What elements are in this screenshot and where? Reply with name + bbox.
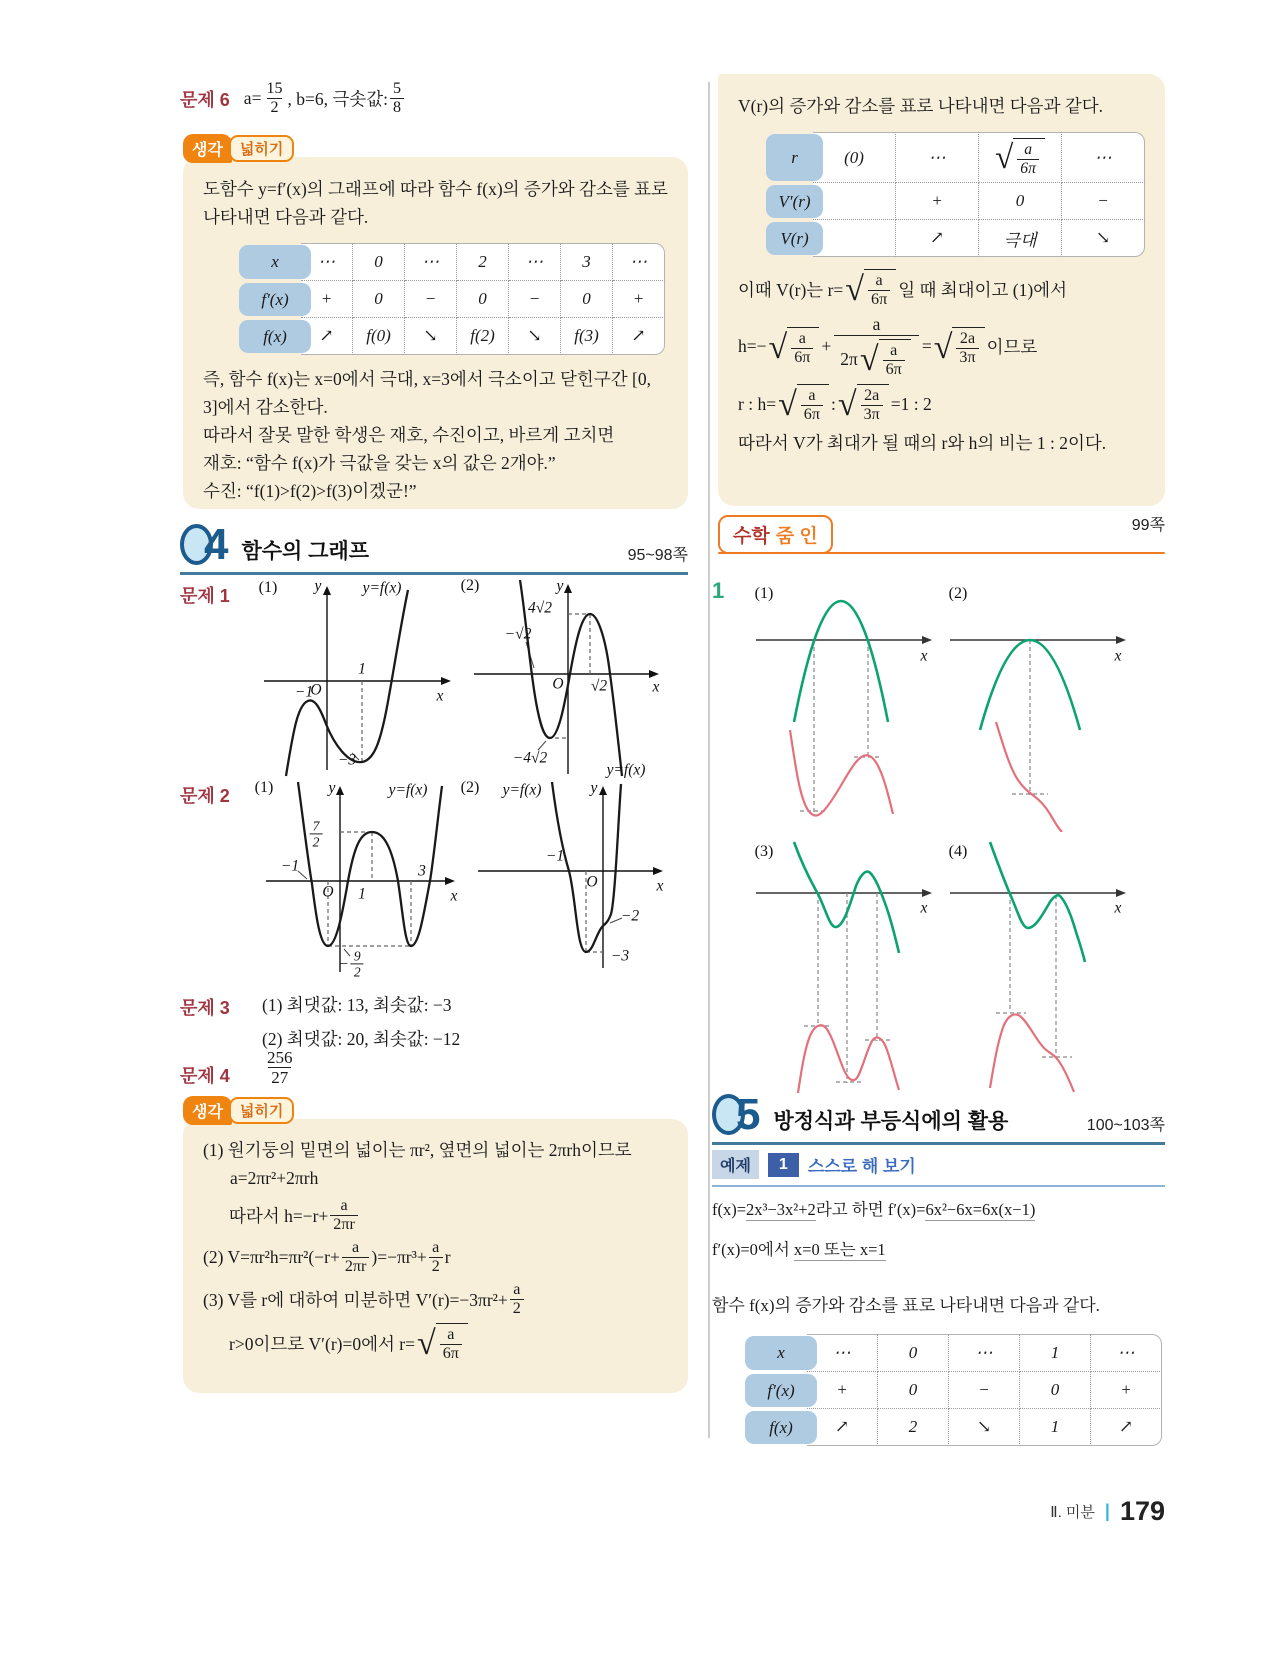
problem-2-label: 문제 2 — [180, 786, 230, 806]
table-cell: 2 — [878, 1409, 949, 1446]
y-axis-arrow — [323, 586, 331, 595]
badge-think-icon: 생각 — [183, 1096, 232, 1125]
table-cell: 0 — [979, 183, 1062, 220]
table-cell: 0 — [878, 1334, 949, 1372]
think1-para3: 재호: “함수 f(x)가 극값을 갖는 x의 값은 2개야.” — [203, 453, 556, 473]
zoom-graph-4 — [942, 838, 1132, 1094]
table-cell: 0 — [353, 281, 405, 318]
think-badge-2: 생각 넓히기 — [183, 1096, 294, 1125]
table-cell: ↗ — [896, 220, 979, 257]
example-title: 스스로 해 보기 — [807, 1157, 916, 1176]
graph-label: 3 — [418, 862, 426, 880]
problem-4-answer: 256 27 — [267, 1048, 293, 1088]
problem-3-answer-1: (1) 최댓값: 13, 최솟값: −3 — [262, 995, 452, 1015]
table-cell: 0 — [353, 243, 405, 281]
graph-label: (2) — [460, 577, 480, 594]
table-cell: ⋯ — [301, 243, 353, 281]
example-badge: 예제 — [712, 1150, 759, 1179]
graph-p2-2 — [458, 776, 670, 982]
graph-label: 1 — [358, 660, 366, 678]
graph-label: x — [920, 899, 928, 917]
graph-label: −1 — [280, 857, 300, 875]
table-cell — [979, 132, 1062, 183]
page-footer — [995, 1496, 1165, 1527]
graph-p2-1 — [252, 776, 467, 982]
zoom-graph-3 — [748, 838, 938, 1094]
table-cell: ⋯ — [1062, 132, 1145, 183]
graph-label: y — [314, 577, 322, 595]
example-line-2: f′(x)=0에서 x=0 또는 x=1 — [712, 1240, 886, 1259]
zoom-graph-2 — [942, 580, 1132, 832]
graph-label — [308, 818, 325, 849]
think2-item3: (3) V를 r에 대하여 미분하면 V′(r)=−3πr²+ $\frac{a}{2}$ — [203, 1281, 668, 1318]
graph-label: (4) — [948, 843, 968, 860]
graph-label: −2 — [620, 907, 640, 925]
x-axis-arrow — [653, 867, 663, 875]
think2-item1b: 따라서 h=−r+ $\frac{a}{2\pi r}$ — [229, 1197, 668, 1234]
radical-icon: √ — [417, 1325, 436, 1363]
table-cell: − — [405, 281, 457, 318]
increase-decrease-table-3 — [745, 1334, 1270, 1446]
think2-item1: (1) 원기둥의 밑면의 넓이는 πr², 옆면의 넓이는 2πrh이므로 a=2πr²+2πrh — [203, 1140, 632, 1188]
x-axis-arrow — [922, 636, 932, 644]
sqrt-expression: √ 2a 3π — [934, 327, 985, 367]
table-cell: 극대 — [979, 220, 1062, 257]
graph-label: y — [328, 779, 336, 797]
vbox-line3: r : h= √ a 6π : √ 2a 3π =1 : 2 — [738, 384, 1145, 424]
graph-label: √2 — [590, 677, 608, 695]
increase-decrease-table-1 — [239, 243, 668, 355]
math-text: , b=6, 극솟값: — [287, 89, 388, 110]
table-cell: f(3) — [561, 318, 613, 355]
fraction: $\frac{a}{2}$ — [429, 1239, 443, 1276]
y-axis-arrow — [564, 584, 572, 593]
graph-p1-2 — [458, 574, 668, 784]
graph-label: −3 — [337, 751, 357, 769]
graph-label: y — [556, 577, 564, 595]
graph-label: O — [552, 675, 564, 693]
underlined-term: 6x²−6x=6x(x−1) — [925, 1200, 1036, 1219]
zoom-question-number: 1 — [712, 578, 725, 603]
think1-para1: 즉, 함수 f(x)는 x=0에서 극대, x=3에서 극소이고 닫힌구간 [0, 3]에서 감소한다. — [203, 369, 651, 417]
derivative-curve — [990, 842, 1085, 962]
table-cell: ⋯ — [405, 243, 457, 281]
footer-chapter: Ⅱ. 미분 — [1050, 1504, 1095, 1521]
sqrt-expression: √ a 6π — [769, 327, 820, 367]
graph-p2-2-svg — [458, 776, 670, 982]
x-axis-arrow — [445, 877, 455, 885]
table-cell: 3 — [561, 243, 613, 281]
graph-label: x — [656, 877, 664, 895]
graph-label: x — [1114, 899, 1122, 917]
graph-p1-1 — [252, 576, 457, 778]
think-box-1 — [183, 157, 688, 509]
table-cell: ↘ — [1062, 220, 1145, 257]
column-divider — [708, 82, 710, 1438]
example-line-1: f(x)=2x³−3x²+2라고 하면 f′(x)=6x²−6x=6x(x−1) — [712, 1200, 1036, 1219]
section-4-pages: 95~98쪽 — [627, 547, 688, 564]
derivative-curve — [794, 601, 888, 722]
function-curve — [996, 722, 1062, 832]
function-curve — [990, 1014, 1074, 1092]
increase-decrease-table-2 — [766, 132, 1145, 257]
zoom-graph-1 — [748, 580, 938, 832]
table-row-header: f′(x) — [745, 1374, 817, 1407]
table-cell: 1 — [1020, 1334, 1091, 1372]
graph-label: x — [652, 678, 660, 696]
graph-label: x — [450, 887, 458, 905]
graph-label: −1 — [294, 683, 314, 701]
section-4-title: 함수의 그래프 — [241, 540, 370, 563]
table-cell: + — [301, 281, 353, 318]
footer-separator: | — [1104, 1501, 1110, 1521]
example-number: 1 — [768, 1153, 799, 1177]
table-cell: 0 — [561, 281, 613, 318]
table-row-header: f′(x) — [239, 283, 311, 316]
table-row-header: r — [766, 134, 823, 181]
sqrt-expression: √ a 6π — [417, 1323, 468, 1363]
table-cell: − — [949, 1372, 1020, 1409]
problem-4-label: 문제 4 — [180, 1066, 230, 1086]
math-zoom-in-header — [718, 514, 1165, 554]
table-cell: f(0) — [353, 318, 405, 355]
fraction: $\frac{a}{2\pi r}$ — [330, 1197, 358, 1234]
zoom-graph-4-svg — [942, 838, 1132, 1094]
fraction: a 6π — [1017, 141, 1039, 177]
problem-6-answer — [244, 80, 406, 117]
radical-icon: √ — [837, 386, 857, 424]
y-axis-arrow — [599, 786, 607, 795]
think-badge-1: 생각 넓히기 — [183, 134, 294, 163]
table-cell: ↘ — [949, 1409, 1020, 1446]
x-axis-arrow — [441, 677, 451, 685]
graph-label: x — [920, 647, 928, 665]
badge-think-icon: 생각 — [183, 134, 232, 163]
graph-label: (1) — [254, 779, 274, 796]
x-axis-arrow — [1116, 889, 1126, 897]
example-1-header — [712, 1150, 1165, 1187]
graph-label: y — [590, 779, 598, 797]
table-cell: 0 — [878, 1372, 949, 1409]
table-cell: ⋯ — [896, 132, 979, 183]
table-cell — [813, 183, 896, 220]
graph-label: (3) — [754, 843, 774, 860]
graph-label: y=f(x) — [606, 761, 646, 779]
table-cell: + — [896, 183, 979, 220]
graph-label: (1) — [754, 585, 774, 602]
function-curve — [790, 730, 893, 816]
problem-3-answer-2: (2) 최댓값: 20, 최솟값: −12 — [262, 1029, 461, 1049]
table-row-header: x — [745, 1336, 817, 1370]
table-cell: ↘ — [405, 318, 457, 355]
table-cell: (0) — [813, 132, 896, 183]
table-cell: ↗ — [807, 1409, 878, 1446]
table-cell: ↘ — [509, 318, 561, 355]
table-row-header: V(r) — [766, 222, 823, 255]
fraction: 7 2 — [310, 818, 323, 849]
think2-item2: (2) V=πr²h=πr² (−r+ $\frac{a}{2\pi r}$ )=−πr³+ $\frac{a}{2}$ r — [203, 1239, 451, 1276]
fraction: $\frac{a}{2}$ — [510, 1281, 524, 1318]
table-cell: ⋯ — [509, 243, 561, 281]
graph-p1-1-svg — [252, 576, 457, 778]
table-cell: 2 — [457, 243, 509, 281]
radical-icon: √ — [768, 328, 788, 366]
graph-label: x — [436, 687, 444, 705]
underlined-term: x=0 또는 x=1 — [793, 1240, 886, 1259]
table-cell: ↗ — [1091, 1409, 1162, 1446]
function-curve — [552, 779, 621, 952]
zoom-graph-2-svg — [942, 580, 1132, 832]
problem-6 — [180, 80, 406, 117]
graph-label: (2) — [948, 585, 968, 602]
radical-icon: √ — [995, 139, 1014, 177]
vbox-line4: 따라서 V가 최대가 될 때의 r와 h의 비는 1 : 2이다. — [738, 433, 1107, 454]
section-5-header — [712, 1090, 1165, 1145]
graph-label: y=f(x) — [502, 781, 542, 799]
vbox-line1: 이때 V(r)는 r= √ a 6π 일 때 최대이고 (1)에서 — [738, 269, 1145, 309]
graph-label: 1 — [358, 885, 366, 903]
zoom-graph-1-svg — [748, 580, 938, 832]
section-5-number: 5 — [712, 1094, 758, 1135]
radical-icon: √ — [845, 271, 865, 309]
function-curve — [798, 1025, 899, 1093]
problem-1-label: 문제 1 — [180, 586, 230, 606]
graph-label: O — [586, 873, 598, 891]
sqrt-expression: √ 2a 3π — [838, 384, 889, 424]
sqrt-expression: √ a 6π — [845, 269, 896, 309]
think1-para4: 수진: “f(1)>f(2)>f(3)이겠군!” — [203, 481, 417, 501]
graph-label: (1) — [258, 579, 278, 596]
zoom-graph-3-svg — [748, 838, 938, 1094]
table-cell: ⋯ — [949, 1334, 1020, 1372]
table-cell: ⋯ — [1091, 1334, 1162, 1372]
graph-label: O — [310, 681, 322, 699]
table-cell — [813, 220, 896, 257]
graph-label: −4√2 — [512, 749, 548, 767]
table-cell: + — [807, 1372, 878, 1409]
table-row-header: V′(r) — [766, 185, 823, 218]
think1-para2: 따라서 잘못 말한 학생은 재호, 수진이고, 바르게 고치면 — [203, 425, 615, 445]
table-cell: 0 — [457, 281, 509, 318]
table-cell: − — [509, 281, 561, 318]
graph-label: −3 — [610, 947, 630, 965]
section-5-pages: 100~103쪽 — [1086, 1117, 1165, 1134]
x-axis-arrow — [1116, 636, 1126, 644]
graph-label: (2) — [460, 779, 480, 796]
section-5-title: 방정식과 부등식에의 활용 — [773, 1110, 1009, 1133]
graph-label: − $\frac{9}{2}$ — [338, 948, 365, 979]
graph-label: y=f(x) — [388, 781, 428, 799]
table-cell: + — [613, 281, 665, 318]
problem-6-label: 문제 6 — [180, 89, 230, 110]
table-row-header: f(x) — [745, 1411, 817, 1444]
think2-item4: r>0이므로 V′(r)=0에서 r= √ a 6π — [229, 1323, 668, 1363]
graph-label: O — [322, 883, 334, 901]
fraction: 5 8 — [390, 80, 404, 117]
math-zoom-in-tab: 수학 줌 인 — [718, 515, 833, 554]
table-cell: + — [1091, 1372, 1162, 1409]
think1-intro: 도함수 y=f′(x)의 그래프에 따라 함수 f(x)의 증가와 감소를 표로 나타내면 다음과 같다. — [203, 179, 668, 227]
math-text: a= — [243, 88, 262, 109]
zoom-pages: 99쪽 — [1131, 517, 1165, 534]
table-cell: ↗ — [613, 318, 665, 355]
radical-icon: √ — [859, 341, 879, 379]
x-axis-arrow — [922, 889, 932, 897]
vbox-intro: V(r)의 증가와 감소를 표로 나타내면 다음과 같다. — [738, 96, 1104, 116]
sqrt-expression: √ a 6π — [778, 384, 829, 424]
graph-label: −√2 — [504, 625, 532, 643]
footer-page-number: 179 — [1119, 1496, 1165, 1526]
fraction: $\frac{a}{2\pi r}$ — [342, 1239, 370, 1276]
big-fraction: a 2π √ a 6π — [834, 314, 919, 379]
fraction: $\frac{15}{2}$ — [266, 80, 283, 117]
table-row-header: f(x) — [239, 320, 311, 353]
x-axis-arrow — [649, 670, 659, 678]
radical-icon: √ — [778, 386, 797, 424]
table-cell: ⋯ — [807, 1334, 878, 1372]
graph-label: 4√2 — [527, 599, 553, 617]
example-line-3: 함수 f(x)의 증가와 감소를 표로 나타내면 다음과 같다. — [712, 1296, 1100, 1315]
v-solution-box — [718, 74, 1165, 506]
table-cell: ⋯ — [613, 243, 665, 281]
sqrt-expression — [995, 138, 1045, 177]
section-4-number: 4 — [180, 524, 226, 565]
label-pointer — [298, 871, 307, 879]
vbox-line2: h=− √ a 6π + a 2π √ a 6π = √ 2a 3π 이므로 — [738, 314, 1038, 379]
underlined-term: 2x³−3x²+2 — [746, 1200, 816, 1219]
radical-icon: √ — [933, 328, 953, 366]
graph-label: x — [1114, 647, 1122, 665]
table-row-header: x — [239, 245, 311, 279]
graph-label: −1 — [545, 847, 565, 865]
graph-label: y=f(x) — [362, 579, 402, 597]
think-box-2 — [183, 1119, 688, 1393]
problem-3-label: 문제 3 — [180, 998, 230, 1018]
table-cell: − — [1062, 183, 1145, 220]
section-4-header — [180, 520, 688, 575]
table-cell: ↗ — [301, 318, 353, 355]
table-cell: 1 — [1020, 1409, 1091, 1446]
y-axis-arrow — [336, 786, 344, 795]
table-cell: 0 — [1020, 1372, 1091, 1409]
table-cell: f(2) — [457, 318, 509, 355]
fraction: $\frac{9}{2}$ — [351, 948, 364, 979]
sqrt-expression: √ a 6π — [860, 339, 911, 379]
